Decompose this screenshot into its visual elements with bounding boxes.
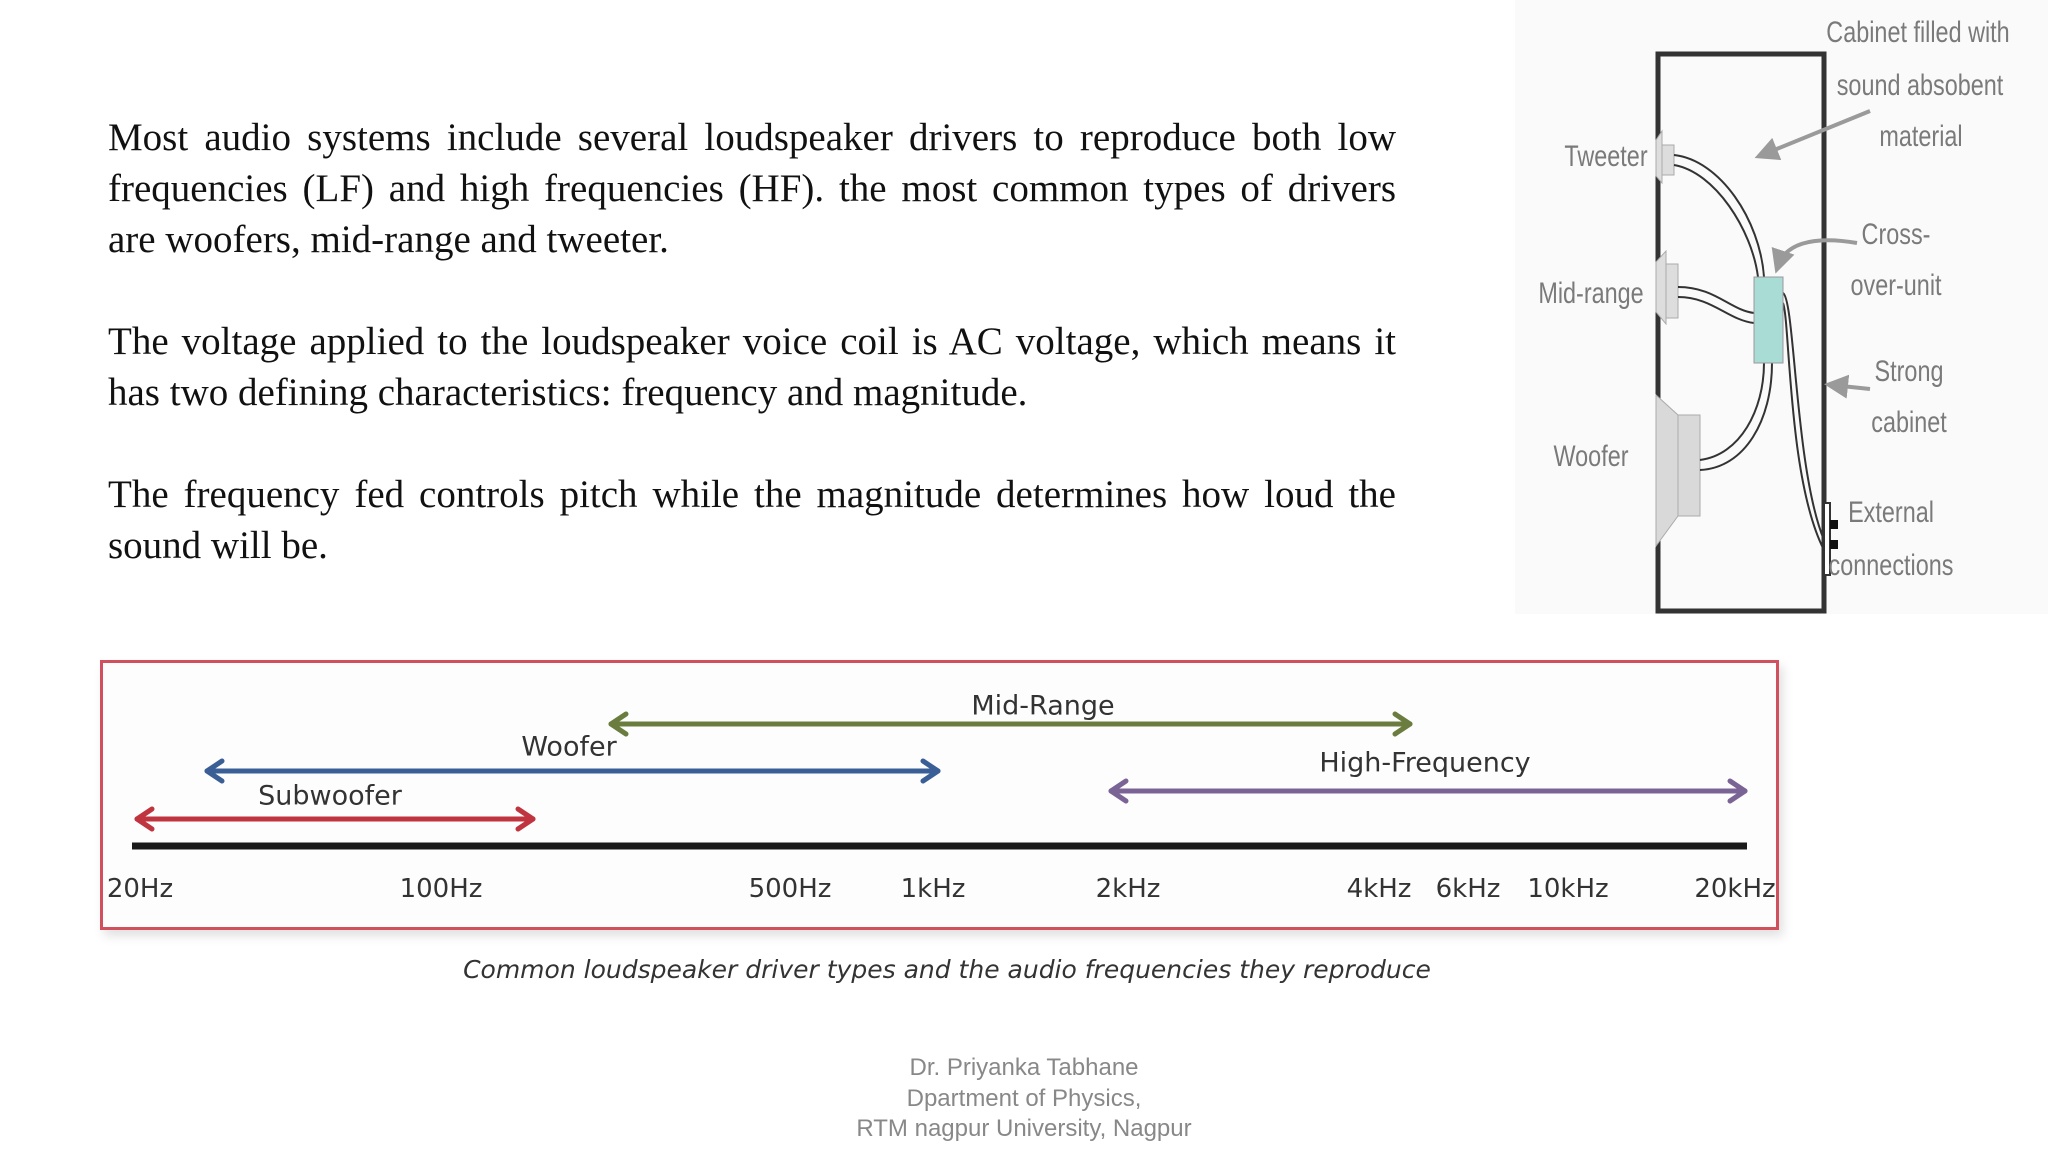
tick-label: 4kHz (1346, 874, 1412, 904)
footer-author: Dr. Priyanka Tabhane (909, 1054, 1139, 1081)
footer-department: Dpartment of Physics, (906, 1085, 1142, 1112)
tick-label: 6kHz (1435, 874, 1501, 904)
woofer-label: Woofer (1553, 440, 1629, 473)
subwoofer-label: Subwoofer (258, 780, 402, 812)
crossover-label-2: over-unit (1850, 269, 1942, 302)
tick-label: 20kHz (1694, 874, 1776, 904)
external-label-1: External (1848, 496, 1934, 529)
strong-cabinet-label-1: Strong (1874, 355, 1944, 388)
tick-label: 10kHz (1527, 874, 1609, 904)
crossover-label-1: Cross- (1861, 218, 1931, 251)
paragraph-drivers: Most audio systems include several loudspeaker drivers to reproduce both low frequencies (LF) and high frequencies (HF). the most common types of drivers are woofers, mid-range and tweeter. (108, 116, 1396, 261)
cabinet-label-1: Cabinet filled with (1826, 16, 2010, 49)
paragraph-voltage: The voltage applied to the loudspeaker voice coil is AC voltage, which means it has two defining characteristics: frequency and magnitude. (108, 320, 1396, 414)
tick-label: 100Hz (399, 874, 483, 904)
subwoofer-range-arrow (137, 809, 533, 829)
external-label-2: connections (1828, 549, 1954, 582)
figure-caption: Common loudspeaker driver types and the audio frequencies they reproduce (463, 955, 1431, 984)
tweeter-label: Tweeter (1564, 140, 1648, 173)
woofer-range-label: Woofer (521, 731, 617, 763)
high-frequency-range-arrow (1111, 781, 1745, 801)
cabinet-label-2: sound absobent (1836, 69, 2004, 102)
high-frequency-label: High-Frequency (1319, 747, 1531, 779)
tick-label: 20Hz (106, 874, 174, 904)
midrange-range-label: Mid-Range (971, 690, 1115, 722)
tick-label: 1kHz (900, 874, 966, 904)
cabinet-label-3: material (1879, 120, 1963, 153)
footer-university: RTM nagpur University, Nagpur (856, 1115, 1192, 1142)
paragraph-frequency: The frequency fed controls pitch while the magnitude determines how loud the sound will be. (108, 473, 1396, 567)
midrange-label: Mid-range (1538, 277, 1644, 310)
strong-cabinet-label-2: cabinet (1871, 406, 1947, 439)
tick-label: 500Hz (748, 874, 832, 904)
woofer-range-arrow (207, 761, 938, 781)
tick-label: 2kHz (1095, 874, 1161, 904)
